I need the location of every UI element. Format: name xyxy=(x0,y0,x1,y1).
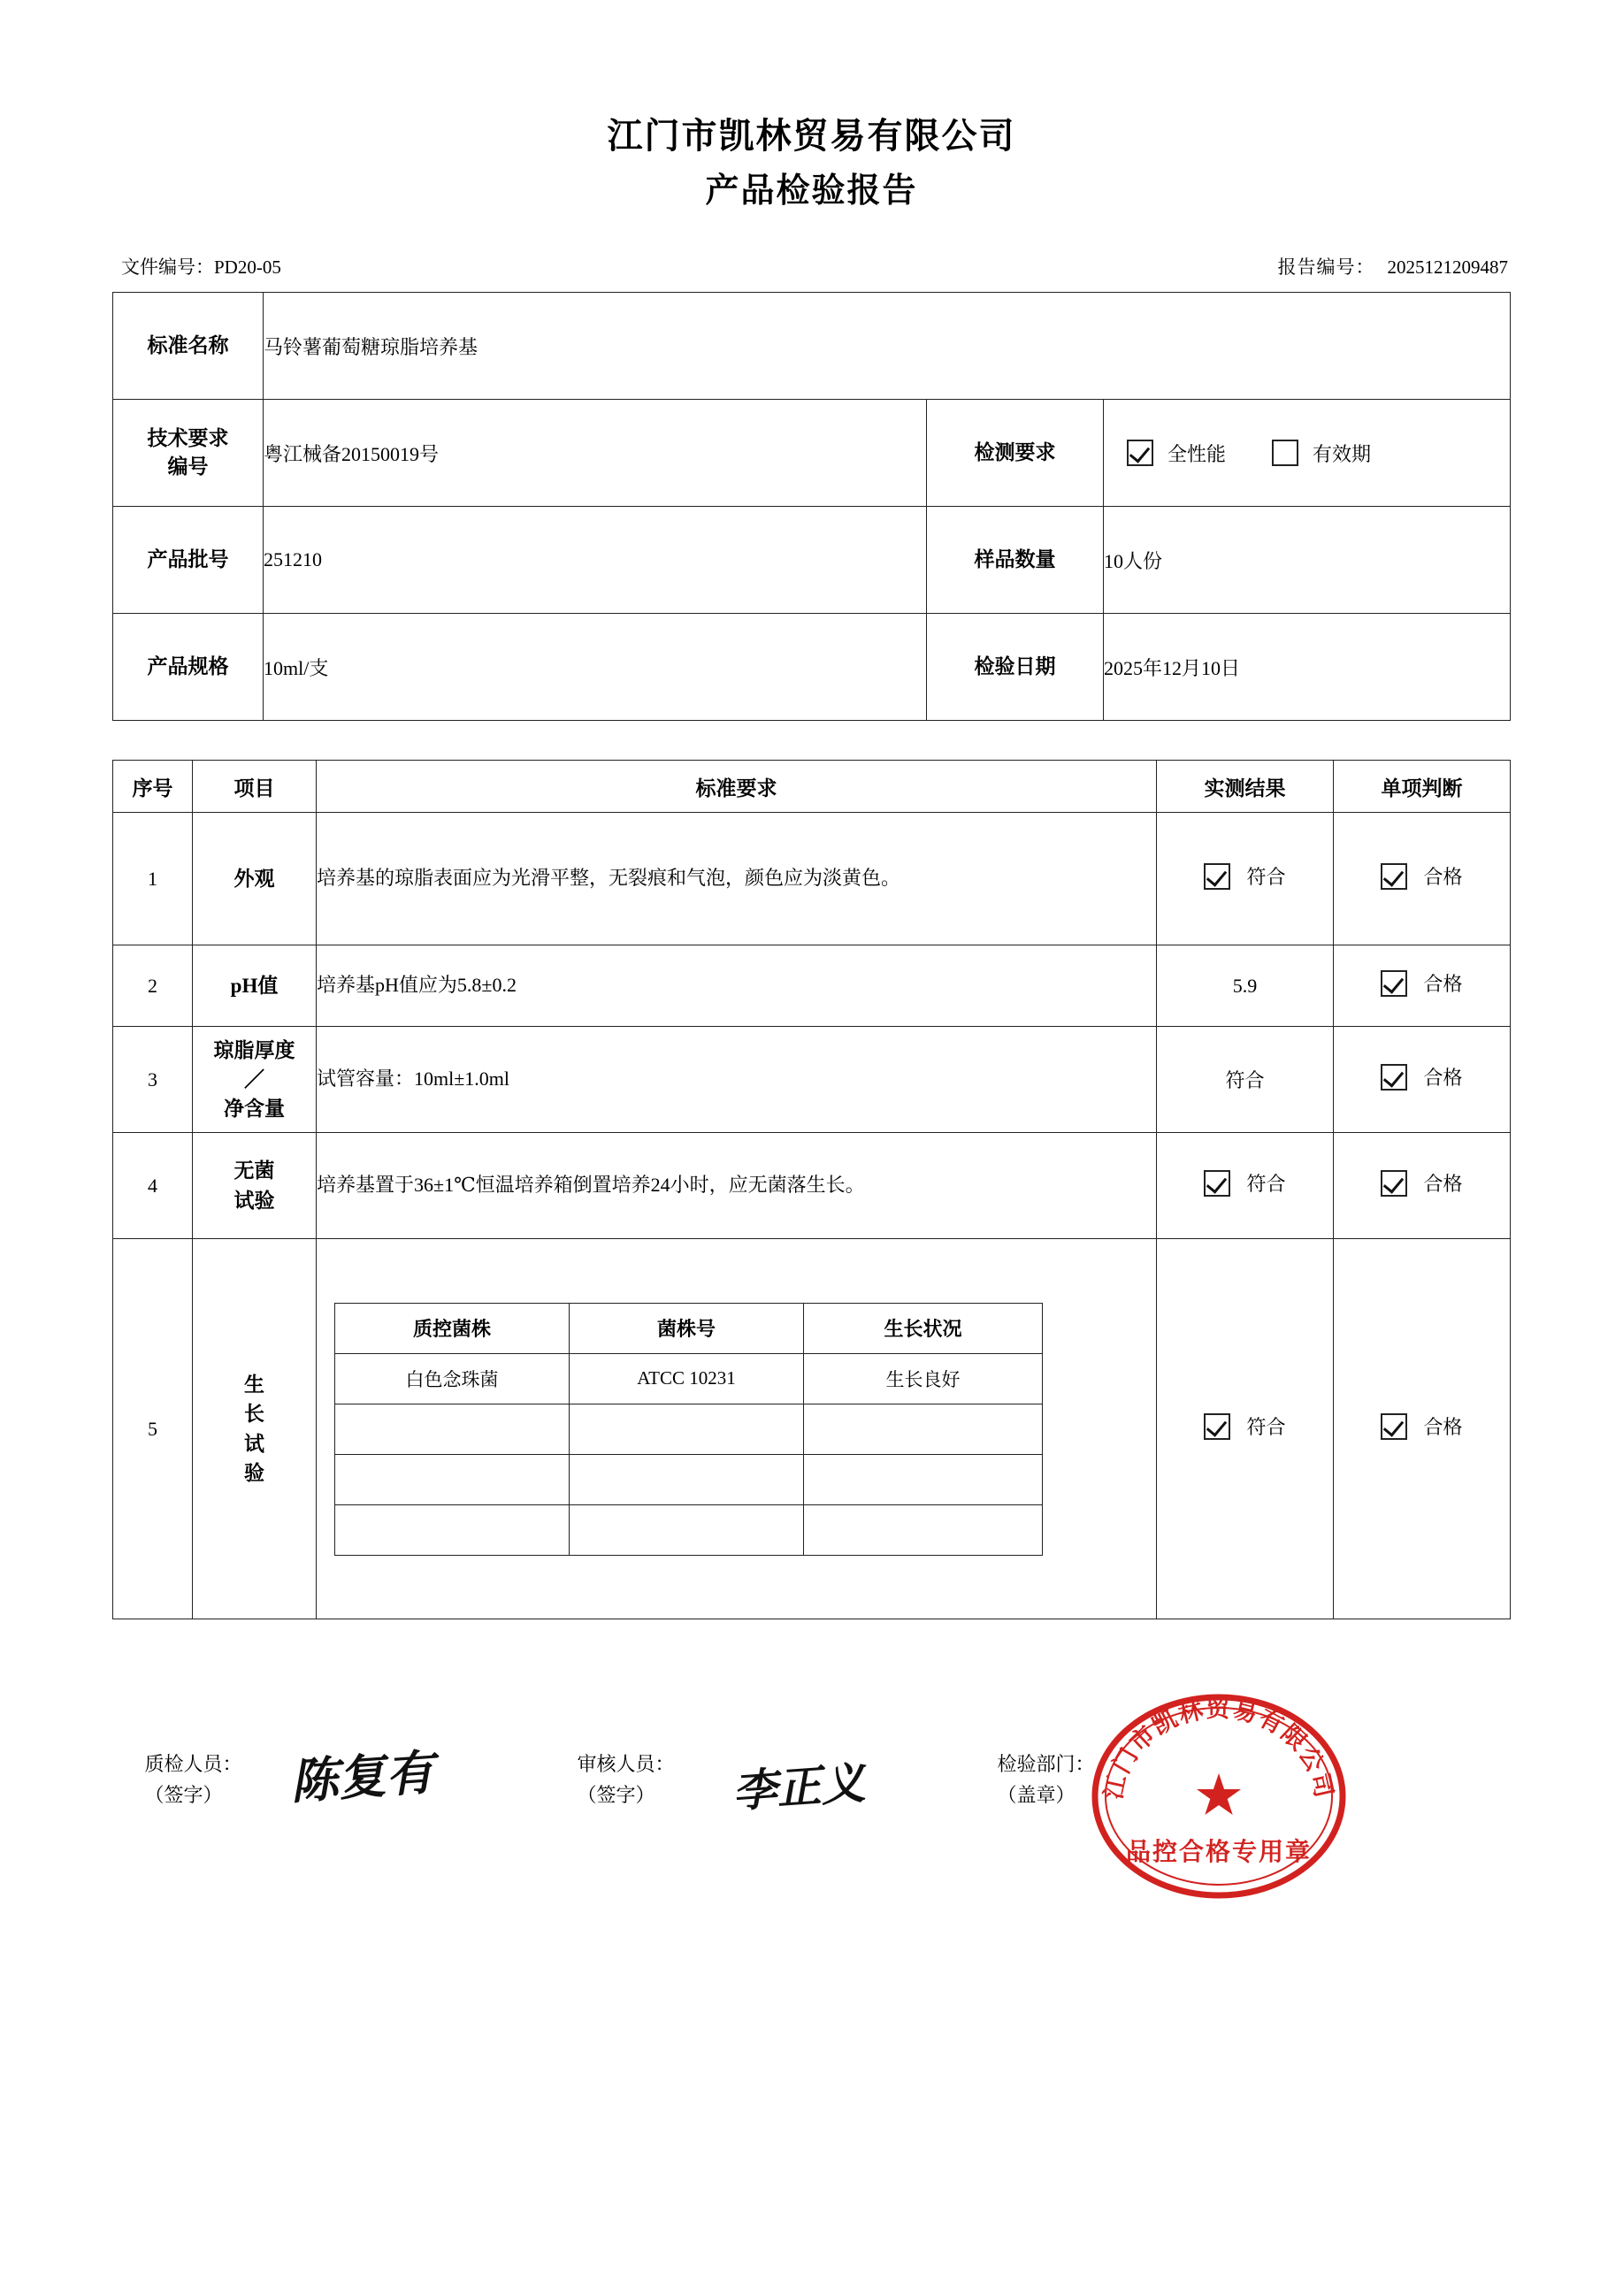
strain-growth xyxy=(804,1504,1043,1555)
department-stamp-block xyxy=(998,1749,1095,1810)
verdict-label: 合格 xyxy=(1423,1067,1463,1090)
checkbox-verdict-pass[interactable] xyxy=(1381,970,1407,997)
qc-signature-label: 质检人员： xyxy=(144,1753,242,1776)
row-item-name-line2: 试验 xyxy=(233,1189,275,1212)
report-number xyxy=(1278,253,1509,279)
batch-number-label: 产品批号 xyxy=(112,507,263,614)
table-row xyxy=(112,614,1510,721)
row-measured-result: 5.9 xyxy=(1157,945,1334,1027)
tech-requirement-value: 粤江械备20150019号 xyxy=(263,400,926,507)
strain-column-header-growth: 生长状况 xyxy=(804,1303,1043,1353)
checkbox-measured-conform[interactable] xyxy=(1204,1170,1230,1197)
strain-column-header-number: 菌株号 xyxy=(570,1303,804,1353)
row-measured-result: 符合 xyxy=(1157,1027,1334,1133)
qc-signature-sublabel: （签字） xyxy=(144,1784,223,1807)
row-item-name-line1: 生 xyxy=(244,1373,264,1396)
verdict-label: 合格 xyxy=(1423,866,1463,889)
table-row xyxy=(113,1239,1511,1619)
tech-requirement-label-line2: 编号 xyxy=(167,455,209,478)
checkbox-verdict-pass[interactable] xyxy=(1381,1064,1407,1091)
column-header-index: 序号 xyxy=(113,761,193,813)
table-row xyxy=(112,293,1510,400)
standard-name-label: 标准名称 xyxy=(112,293,263,400)
table-row xyxy=(113,945,1511,1027)
results-table xyxy=(112,760,1511,1619)
row-requirement xyxy=(317,1239,1157,1619)
auditor-signature-sublabel: （签字） xyxy=(577,1784,655,1807)
company-seal-stamp xyxy=(1086,1664,1351,1929)
strain-name: 白色念珠菌 xyxy=(335,1353,570,1404)
column-header-requirement: 标准要求 xyxy=(317,761,1157,813)
row-verdict xyxy=(1334,813,1511,945)
title-block xyxy=(0,0,1623,216)
verdict-label: 合格 xyxy=(1423,1416,1463,1439)
sample-quantity-value: 10人份 xyxy=(1103,507,1510,614)
column-header-measured: 实测结果 xyxy=(1157,761,1334,813)
strain-name xyxy=(335,1404,570,1454)
strain-table-header-row xyxy=(335,1303,1043,1353)
tech-requirement-label xyxy=(112,400,263,507)
row-measured-result xyxy=(1157,1133,1334,1239)
row-item-name xyxy=(193,1027,317,1133)
strain-table xyxy=(334,1303,1043,1556)
checkbox-measured-conform[interactable] xyxy=(1204,1413,1230,1440)
column-header-verdict: 单项判断 xyxy=(1334,761,1511,813)
strain-growth: 生长良好 xyxy=(804,1353,1043,1404)
signature-footer xyxy=(113,1683,1511,1904)
inspection-date-value: 2025年12月10日 xyxy=(1103,614,1510,721)
test-requirement-options xyxy=(1103,400,1510,507)
table-row xyxy=(113,1027,1511,1133)
strain-number xyxy=(570,1504,804,1555)
row-requirement: 试管容量：10ml±1.0ml xyxy=(317,1027,1157,1133)
strain-column-header-name: 质控菌株 xyxy=(335,1303,570,1353)
table-row xyxy=(112,400,1510,507)
checkbox-validity-period-label: 有效期 xyxy=(1313,442,1372,465)
strain-number xyxy=(570,1404,804,1454)
document-number-label: 文件编号： xyxy=(121,256,214,279)
strain-number: ATCC 10231 xyxy=(570,1353,804,1404)
inspection-date-label: 检验日期 xyxy=(926,614,1103,721)
checkbox-verdict-pass[interactable] xyxy=(1381,1413,1407,1440)
row-index: 4 xyxy=(113,1133,193,1239)
checkbox-verdict-pass[interactable] xyxy=(1381,1170,1407,1197)
checkbox-validity-period[interactable] xyxy=(1272,440,1298,466)
strain-table-row xyxy=(335,1454,1043,1504)
strain-name xyxy=(335,1504,570,1555)
row-index: 2 xyxy=(113,945,193,1027)
batch-number-value: 251210 xyxy=(263,507,926,614)
report-number-value: 2025121209487 xyxy=(1387,256,1508,279)
row-item-name xyxy=(193,1239,317,1619)
sample-quantity-label: 样品数量 xyxy=(926,507,1103,614)
row-index: 5 xyxy=(113,1239,193,1619)
row-verdict xyxy=(1334,945,1511,1027)
row-item-name: 外观 xyxy=(193,813,317,945)
row-verdict xyxy=(1334,1027,1511,1133)
row-item-name-line3: 净含量 xyxy=(224,1098,285,1121)
qc-signature-block xyxy=(145,1749,242,1810)
table-row xyxy=(113,813,1511,945)
stamp-top-text: 江门市凯林贸易有限公司 xyxy=(1099,1695,1337,1802)
row-verdict xyxy=(1334,1239,1511,1619)
document-meta xyxy=(0,253,1623,283)
strain-growth xyxy=(804,1404,1043,1454)
row-item-name-line4: 验 xyxy=(244,1461,264,1484)
strain-name xyxy=(335,1454,570,1504)
tech-requirement-label-line1: 技术要求 xyxy=(147,426,229,449)
company-name: 江门市凯林贸易有限公司 xyxy=(607,116,1016,156)
strain-table-row xyxy=(335,1404,1043,1454)
row-item-name-line1: 无菌 xyxy=(233,1159,275,1182)
row-index: 3 xyxy=(113,1027,193,1133)
specification-value: 10ml/支 xyxy=(263,614,926,721)
checkbox-measured-conform[interactable] xyxy=(1204,863,1230,890)
results-table-header-row xyxy=(113,761,1511,813)
row-item-name: pH值 xyxy=(193,945,317,1027)
row-requirement: 培养基的琼脂表面应为光滑平整，无裂痕和气泡，颜色应为淡黄色。 xyxy=(317,813,1157,945)
auditor-signature-label: 审核人员： xyxy=(577,1753,675,1776)
checkbox-full-performance-label: 全性能 xyxy=(1167,442,1226,465)
qc-signature-handwriting: 陈复有 xyxy=(287,1743,435,1810)
row-item-name-line1: 琼脂厚度 xyxy=(213,1038,295,1061)
row-item-name xyxy=(193,1133,317,1239)
row-index: 1 xyxy=(113,813,193,945)
auditor-signature-handwriting: 李正义 xyxy=(730,1756,867,1818)
document-number-value: PD20-05 xyxy=(214,256,281,279)
table-row xyxy=(113,1133,1511,1239)
row-item-name-line2: ／ xyxy=(244,1068,264,1091)
column-header-item: 项目 xyxy=(193,761,317,813)
row-requirement: 培养基pH值应为5.8±0.2 xyxy=(317,945,1157,1027)
row-measured-result xyxy=(1157,813,1334,945)
row-item-name-line3: 试 xyxy=(244,1432,264,1455)
row-measured-result xyxy=(1157,1239,1334,1619)
specification-label: 产品规格 xyxy=(112,614,263,721)
test-requirement-label: 检测要求 xyxy=(926,400,1103,507)
auditor-signature-block xyxy=(578,1749,675,1810)
strain-number xyxy=(570,1454,804,1504)
row-item-name-line2: 长 xyxy=(244,1403,264,1426)
measured-result-label: 符合 xyxy=(1246,1173,1286,1196)
strain-table-row xyxy=(335,1353,1043,1404)
row-requirement: 培养基置于36±1℃恒温培养箱倒置培养24小时，应无菌落生长。 xyxy=(317,1133,1157,1239)
verdict-label: 合格 xyxy=(1423,1173,1463,1196)
stamp-bottom-text: 品控合格专用章 xyxy=(1125,1839,1312,1867)
strain-table-row xyxy=(335,1504,1043,1555)
strain-growth xyxy=(804,1454,1043,1504)
standard-name-value: 马铃薯葡萄糖琼脂培养基 xyxy=(263,293,1510,400)
department-label: 检验部门： xyxy=(997,1753,1095,1776)
measured-result-label: 符合 xyxy=(1246,866,1286,889)
row-verdict xyxy=(1334,1133,1511,1239)
checkbox-full-performance[interactable] xyxy=(1127,440,1153,466)
measured-result-label: 符合 xyxy=(1246,1416,1286,1439)
report-number-label: 报告编号： xyxy=(1277,256,1375,279)
info-table xyxy=(112,292,1511,721)
department-sublabel: （盖章） xyxy=(997,1784,1076,1807)
checkbox-verdict-pass[interactable] xyxy=(1381,863,1407,890)
verdict-label: 合格 xyxy=(1423,973,1463,996)
table-row xyxy=(112,507,1510,614)
page-title: 产品检验报告 xyxy=(705,172,918,210)
document-number xyxy=(121,253,281,279)
